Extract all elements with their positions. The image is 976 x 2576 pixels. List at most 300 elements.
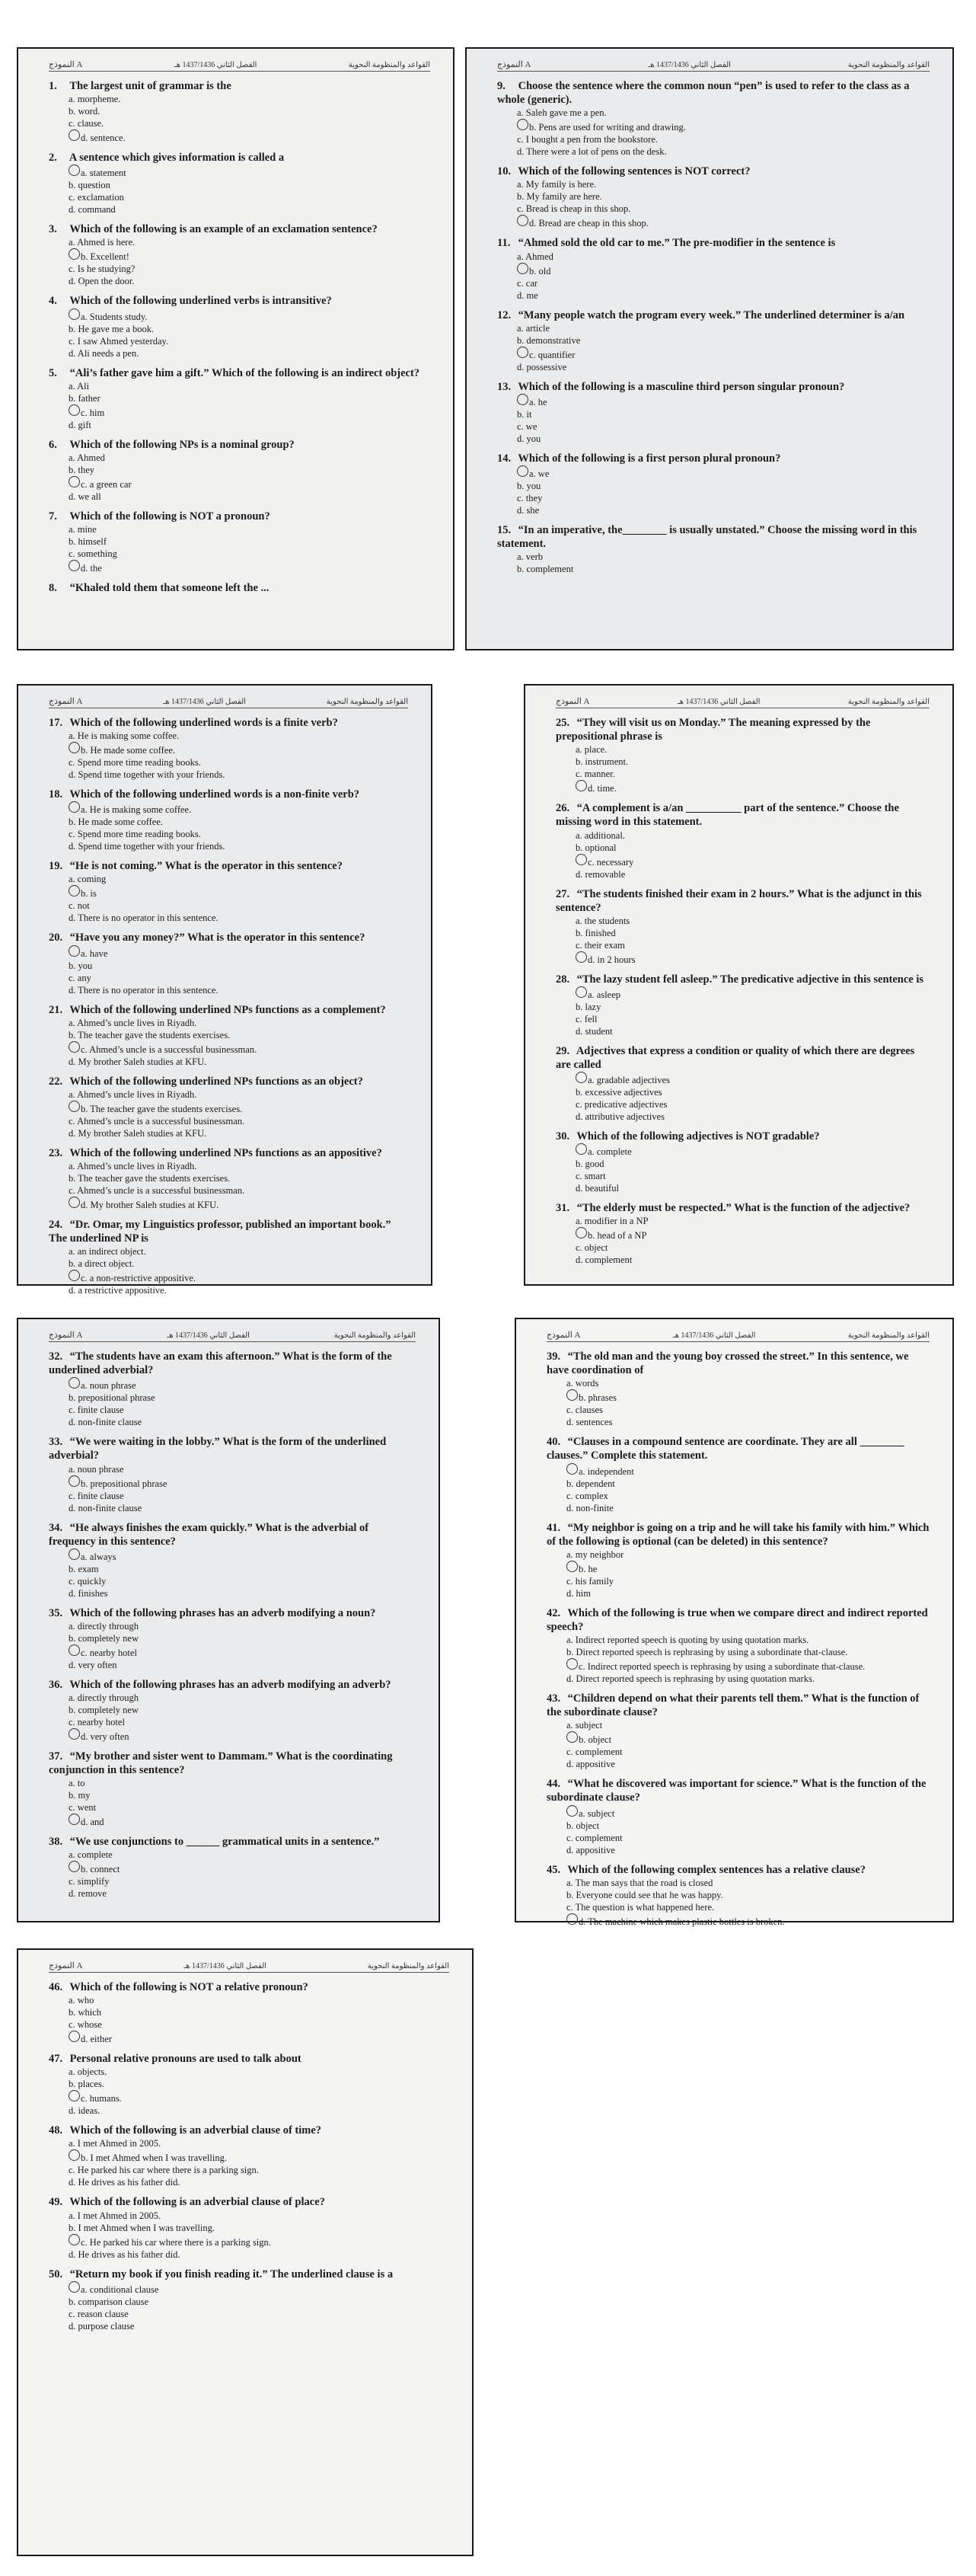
answer-option[interactable] xyxy=(49,1875,416,1887)
answer-option[interactable] xyxy=(49,548,430,560)
answer-option[interactable] xyxy=(49,491,430,503)
answer-option[interactable] xyxy=(49,93,430,105)
answer-option[interactable] xyxy=(49,419,430,431)
question-item xyxy=(49,438,430,503)
answer-option[interactable] xyxy=(49,1777,416,1789)
answer-option-selected[interactable] xyxy=(556,1143,930,1158)
answer-option[interactable] xyxy=(49,535,430,548)
answer-option[interactable] xyxy=(497,107,930,119)
answer-option-text: b. phrases xyxy=(579,1392,617,1404)
header-semester: الفصل الثاني 1437/1436 هـ xyxy=(163,698,246,706)
answer-option[interactable] xyxy=(49,1115,408,1127)
question-item xyxy=(497,452,930,516)
answer-option[interactable] xyxy=(49,1017,408,1029)
circled-answer-mark xyxy=(566,1463,578,1475)
question-item xyxy=(49,1350,416,1428)
question-text xyxy=(556,887,930,915)
answer-option[interactable] xyxy=(49,1716,416,1728)
answer-option[interactable] xyxy=(49,2222,449,2234)
answer-option-text: a. we xyxy=(529,468,550,479)
answer-option[interactable] xyxy=(497,492,930,504)
answer-option-selected[interactable] xyxy=(49,885,408,900)
answer-option-text: d. you xyxy=(517,433,541,444)
question-number: 29. xyxy=(556,1044,570,1057)
question-stem: “He is not coming.” What is the operator in this sentence? xyxy=(69,860,343,873)
answer-option[interactable] xyxy=(49,2105,449,2117)
question-item xyxy=(49,151,430,216)
page-header xyxy=(547,1330,930,1340)
answer-option-selected[interactable] xyxy=(556,854,930,868)
answer-option[interactable] xyxy=(49,1404,416,1416)
answer-option[interactable] xyxy=(49,335,430,347)
answer-option-selected[interactable] xyxy=(49,404,430,419)
answer-option[interactable] xyxy=(49,816,408,828)
question-stem: “Have you any money?” What is the operator in this sentence? xyxy=(69,932,365,944)
answer-option[interactable] xyxy=(49,2176,449,2188)
answer-option[interactable] xyxy=(49,1416,416,1428)
answer-option-selected[interactable] xyxy=(49,1377,416,1392)
header-rule xyxy=(497,71,930,72)
answer-option[interactable] xyxy=(547,1377,930,1389)
question-item xyxy=(49,1521,416,1600)
question-number: 2. xyxy=(49,152,57,165)
answer-option[interactable] xyxy=(49,380,430,392)
answer-option[interactable] xyxy=(49,1463,416,1475)
header-form-label: النموذج A xyxy=(497,60,531,69)
answer-option[interactable] xyxy=(556,939,930,951)
answer-option[interactable] xyxy=(547,1478,930,1490)
answer-option[interactable] xyxy=(547,1844,930,1856)
answer-option[interactable] xyxy=(49,1184,408,1197)
answer-option-text: b. prepositional phrase xyxy=(81,1478,167,1489)
answer-option-text: c. something xyxy=(69,548,117,559)
answer-option[interactable] xyxy=(49,236,430,248)
answer-option-selected[interactable] xyxy=(547,1913,930,1928)
answer-option-selected[interactable] xyxy=(547,1731,930,1746)
answer-option[interactable] xyxy=(49,1632,416,1644)
answer-option[interactable] xyxy=(497,408,930,420)
answer-option-selected[interactable] xyxy=(49,1475,416,1490)
circled-answer-mark xyxy=(69,1475,80,1487)
answer-option-text: a. coming xyxy=(69,874,107,885)
answer-option-text: a. He is making some coffee. xyxy=(81,804,192,816)
answer-option[interactable] xyxy=(556,868,930,881)
question-item xyxy=(49,1003,408,1068)
answer-option[interactable] xyxy=(49,1575,416,1587)
answer-option[interactable] xyxy=(556,829,930,842)
answer-option-selected[interactable] xyxy=(49,742,408,756)
answer-option[interactable] xyxy=(49,1160,408,1172)
answer-option[interactable] xyxy=(497,322,930,334)
answer-option-text: d. very often xyxy=(81,1731,129,1742)
answer-option[interactable] xyxy=(49,1849,416,1861)
answer-option[interactable] xyxy=(497,190,930,203)
answer-option[interactable] xyxy=(49,972,408,984)
answer-option[interactable] xyxy=(49,191,430,203)
answer-option[interactable] xyxy=(49,1258,408,1270)
answer-option[interactable] xyxy=(49,1127,408,1139)
answer-option[interactable] xyxy=(497,251,930,263)
answer-option-text: a. verb xyxy=(517,551,544,563)
answer-option-text: a. Ahmed’s uncle lives in Riyadh. xyxy=(69,1088,197,1100)
question-stem: “The elderly must be respected.” What is the function of the adjective? xyxy=(576,1202,911,1215)
answer-option-selected[interactable] xyxy=(49,1861,416,1875)
answer-option[interactable] xyxy=(49,756,408,769)
answer-option[interactable] xyxy=(49,769,408,781)
answer-option-selected[interactable] xyxy=(49,1101,408,1115)
answer-option[interactable] xyxy=(49,984,408,996)
answer-option[interactable] xyxy=(497,480,930,492)
answer-option[interactable] xyxy=(49,873,408,885)
answer-option[interactable] xyxy=(547,1416,930,1428)
answer-option-selected[interactable] xyxy=(49,2031,449,2045)
answer-option[interactable] xyxy=(547,1634,930,1646)
answer-option[interactable] xyxy=(49,912,408,924)
answer-option[interactable] xyxy=(49,2296,449,2308)
answer-option[interactable] xyxy=(49,1284,408,1296)
answer-option[interactable] xyxy=(497,203,930,215)
answer-option[interactable] xyxy=(49,1392,416,1404)
answer-option-selected[interactable] xyxy=(497,465,930,480)
question-item xyxy=(49,788,408,852)
answer-option-text: a. an indirect object. xyxy=(69,1246,146,1258)
question-number: 36. xyxy=(49,1678,63,1691)
answer-option[interactable] xyxy=(556,1254,930,1266)
answer-option-text: c. The question is what happened here. xyxy=(566,1901,715,1913)
answer-option[interactable] xyxy=(49,323,430,335)
answer-option-selected[interactable] xyxy=(49,308,430,323)
answer-option[interactable] xyxy=(547,1575,930,1587)
question-text xyxy=(497,236,930,250)
answer-option-selected[interactable] xyxy=(49,1814,416,1828)
answer-option-selected[interactable] xyxy=(556,1227,930,1242)
answer-option-selected[interactable] xyxy=(49,248,430,263)
answer-option[interactable] xyxy=(497,178,930,190)
question-text xyxy=(547,1777,930,1804)
answer-option[interactable] xyxy=(49,1620,416,1632)
answer-option[interactable] xyxy=(556,1158,930,1170)
answer-option[interactable] xyxy=(49,1056,408,1068)
answer-option[interactable] xyxy=(49,263,430,275)
answer-option[interactable] xyxy=(497,277,930,289)
answer-option[interactable] xyxy=(556,1086,930,1098)
question-stem: Adjectives that express a condition or quality of which there are degrees are called xyxy=(556,1044,915,1071)
answer-option-text: b. is xyxy=(81,888,97,900)
answer-option-selected[interactable] xyxy=(49,2281,449,2296)
question-text xyxy=(49,1606,416,1620)
answer-option[interactable] xyxy=(547,1490,930,1502)
question-text xyxy=(49,2268,449,2281)
answer-option[interactable] xyxy=(556,743,930,756)
answer-option-selected[interactable] xyxy=(49,1728,416,1743)
answer-option[interactable] xyxy=(556,1170,930,1182)
answer-option-selected[interactable] xyxy=(547,1561,930,1575)
circled-answer-mark xyxy=(69,1728,80,1740)
answer-option-text: d. Spend time together with your friends. xyxy=(69,841,225,852)
answer-option-text: a. directly through xyxy=(69,1692,139,1703)
answer-option-text: a. complete xyxy=(588,1146,632,1158)
answer-option[interactable] xyxy=(547,1820,930,1832)
answer-option-text: b. I met Ahmed when I was travelling. xyxy=(81,2153,227,2164)
answer-option-text: a. Saleh gave me a pen. xyxy=(517,107,607,119)
question-stem: “The students finished their exam in 2 hours.” What is the adjunct in this sentence? xyxy=(556,887,922,914)
answer-option[interactable] xyxy=(49,1245,408,1258)
answer-option-text: a. Ali xyxy=(69,380,90,392)
answer-option-selected[interactable] xyxy=(547,1658,930,1673)
question-number: 45. xyxy=(547,1863,561,1876)
question-stem: “Return my book if you finish reading it.” The underlined clause is a xyxy=(69,2268,394,2280)
answer-option[interactable] xyxy=(556,756,930,768)
answer-option[interactable] xyxy=(49,960,408,972)
answer-option-text: d. very often xyxy=(69,1659,117,1670)
answer-option-selected[interactable] xyxy=(547,1389,930,1404)
question-item xyxy=(49,2195,449,2260)
answer-option-text: d. Bread are cheap in this shop. xyxy=(529,218,649,229)
answer-option[interactable] xyxy=(49,1994,449,2006)
answer-option[interactable] xyxy=(49,2164,449,2176)
answer-option-selected[interactable] xyxy=(547,1463,930,1478)
answer-option-text: a. statement xyxy=(81,168,126,179)
answer-option[interactable] xyxy=(49,828,408,840)
answer-option[interactable] xyxy=(49,117,430,129)
answer-option-text: c. complement xyxy=(566,1747,623,1758)
answer-option-text: c. I saw Ahmed yesterday. xyxy=(69,335,169,347)
answer-option[interactable] xyxy=(49,1692,416,1704)
question-text xyxy=(49,788,408,801)
answer-option-selected[interactable] xyxy=(49,1197,408,1211)
circled-answer-mark xyxy=(69,2281,80,2293)
answer-option[interactable] xyxy=(497,420,930,433)
answer-option[interactable] xyxy=(556,927,930,939)
answer-option[interactable] xyxy=(49,2210,449,2222)
answer-option-text: c. not xyxy=(69,900,90,912)
question-item xyxy=(49,1606,416,1671)
question-number: 19. xyxy=(49,860,63,873)
answer-option-text: c. nearby hotel xyxy=(81,1647,137,1658)
question-number: 27. xyxy=(556,887,570,900)
question-stem: Which of the following underlined NPs functions as an object? xyxy=(69,1075,363,1088)
answer-option[interactable] xyxy=(49,1659,416,1671)
answer-option[interactable] xyxy=(556,1098,930,1111)
answer-option[interactable] xyxy=(49,1490,416,1502)
question-text xyxy=(49,510,430,523)
answer-option-text: d. and xyxy=(81,1817,104,1828)
answer-option-text: d. either xyxy=(81,2034,112,2045)
answer-option[interactable] xyxy=(547,1673,930,1685)
answer-option-text: b. My family are here. xyxy=(517,191,602,203)
question-text xyxy=(49,1003,408,1017)
question-stem: “Children depend on what their parents tell them.” What is the function of the subordinate clause? xyxy=(547,1692,920,1719)
answer-option[interactable] xyxy=(497,361,930,373)
answer-option-selected[interactable] xyxy=(49,129,430,144)
answer-option[interactable] xyxy=(556,1182,930,1194)
circled-answer-mark xyxy=(69,1101,80,1112)
circled-answer-mark xyxy=(576,986,587,998)
answer-option-text: a. gradable adjectives xyxy=(588,1075,670,1086)
answer-option-selected[interactable] xyxy=(49,2090,449,2105)
answer-option[interactable] xyxy=(49,275,430,287)
answer-option-selected[interactable] xyxy=(497,347,930,361)
answer-option[interactable] xyxy=(547,1832,930,1844)
answer-option-selected[interactable] xyxy=(49,1270,408,1284)
answer-option[interactable] xyxy=(49,1789,416,1801)
answer-option[interactable] xyxy=(49,523,430,535)
question-number: 17. xyxy=(49,717,63,729)
answer-option[interactable] xyxy=(49,392,430,404)
answer-option-selected[interactable] xyxy=(49,2149,449,2164)
answer-option[interactable] xyxy=(49,2308,449,2320)
answer-option[interactable] xyxy=(49,2018,449,2031)
answer-option-selected[interactable] xyxy=(49,560,430,574)
answer-option-selected[interactable] xyxy=(49,1644,416,1659)
answer-option[interactable] xyxy=(49,2248,449,2261)
circled-answer-mark xyxy=(69,165,80,176)
question-item xyxy=(547,1521,930,1600)
question-stem: “Clauses in a compound sentence are coordinate. They are all ________ clauses.” Complete this statement. xyxy=(547,1436,904,1462)
answer-option[interactable] xyxy=(547,1889,930,1901)
answer-option[interactable] xyxy=(497,289,930,302)
circled-answer-mark xyxy=(517,119,528,130)
answer-option[interactable] xyxy=(49,1704,416,1716)
answer-option[interactable] xyxy=(556,1013,930,1025)
answer-option[interactable] xyxy=(547,1746,930,1758)
answer-option[interactable] xyxy=(497,133,930,145)
answer-option-selected[interactable] xyxy=(497,394,930,408)
answer-option[interactable] xyxy=(497,145,930,158)
answer-option[interactable] xyxy=(547,1719,930,1731)
answer-option[interactable] xyxy=(49,2078,449,2090)
answer-option[interactable] xyxy=(49,203,430,216)
answer-option[interactable] xyxy=(556,768,930,780)
answer-option[interactable] xyxy=(49,1587,416,1600)
answer-option-text: a. conditional clause xyxy=(81,2284,159,2295)
question-item xyxy=(556,1130,930,1194)
answer-option-selected[interactable] xyxy=(497,215,930,229)
answer-option-text: d. the xyxy=(81,562,102,574)
answer-option[interactable] xyxy=(547,1587,930,1600)
answer-option[interactable] xyxy=(49,900,408,912)
header-form-label: النموذج A xyxy=(49,60,83,69)
question-stem: “He always finishes the exam quickly.” What is the adverbial of frequency in this sentence? xyxy=(49,1521,369,1548)
answer-option[interactable] xyxy=(49,452,430,464)
answer-option-selected[interactable] xyxy=(49,1041,408,1056)
answer-option[interactable] xyxy=(49,105,430,117)
answer-option[interactable] xyxy=(49,347,430,360)
answer-option-text: d. removable xyxy=(576,868,626,880)
answer-option-selected[interactable] xyxy=(49,945,408,960)
answer-option[interactable] xyxy=(556,1111,930,1123)
answer-option[interactable] xyxy=(49,2137,449,2149)
question-stem: Personal relative pronouns are used to talk about xyxy=(69,2053,301,2066)
answer-option-text: d. My brother Saleh studies at KFU. xyxy=(81,1199,219,1210)
answer-option[interactable] xyxy=(49,2066,449,2078)
circled-answer-mark xyxy=(566,1561,578,1572)
answer-option-text: b. my xyxy=(69,1790,91,1801)
circled-answer-mark xyxy=(566,1731,578,1743)
answer-option[interactable] xyxy=(49,1563,416,1575)
answer-option-selected[interactable] xyxy=(556,780,930,794)
answer-option[interactable] xyxy=(49,840,408,852)
answer-option[interactable] xyxy=(556,1242,930,1254)
circled-answer-mark xyxy=(69,1197,80,1208)
answer-option[interactable] xyxy=(556,842,930,854)
answer-option-text: d. gift xyxy=(69,419,91,430)
question-item xyxy=(547,1777,930,1855)
question-item xyxy=(49,716,408,781)
answer-option[interactable] xyxy=(49,1887,416,1900)
answer-option[interactable] xyxy=(547,1877,930,1889)
answer-option-selected[interactable] xyxy=(49,476,430,491)
answer-option[interactable] xyxy=(497,551,930,563)
answer-option[interactable] xyxy=(547,1758,930,1770)
answer-option[interactable] xyxy=(547,1404,930,1416)
answer-option[interactable] xyxy=(49,464,430,476)
answer-option[interactable] xyxy=(49,1502,416,1514)
answer-option-text: d. beautiful xyxy=(576,1183,619,1194)
answer-option[interactable] xyxy=(497,433,930,445)
answer-option-selected[interactable] xyxy=(547,1805,930,1820)
answer-option-text: d. ideas. xyxy=(69,2105,100,2117)
answer-option[interactable] xyxy=(556,1215,930,1227)
answer-option[interactable] xyxy=(556,1001,930,1013)
answer-option-text: d. student xyxy=(576,1025,613,1037)
circled-answer-mark xyxy=(517,263,528,274)
answer-option-selected[interactable] xyxy=(49,2234,449,2248)
answer-option[interactable] xyxy=(49,1172,408,1184)
header-course-title: القواعد والمنظومة النحوية xyxy=(847,698,930,706)
answer-option-text: a. he xyxy=(529,396,547,407)
question-text xyxy=(49,151,430,165)
answer-option[interactable] xyxy=(49,179,430,191)
question-stem: Which of the following underlined words is a non-finite verb? xyxy=(69,788,360,801)
answer-option-selected[interactable] xyxy=(497,119,930,133)
header-semester: الفصل الثاني 1437/1436 هـ xyxy=(183,1962,266,1970)
answer-option-selected[interactable] xyxy=(49,801,408,816)
circled-answer-mark xyxy=(566,1805,578,1817)
answer-option[interactable] xyxy=(497,504,930,516)
answer-option[interactable] xyxy=(547,1548,930,1561)
answer-option[interactable] xyxy=(49,1029,408,1041)
answer-option[interactable] xyxy=(497,563,930,575)
answer-option-selected[interactable] xyxy=(49,165,430,179)
answer-option[interactable] xyxy=(556,1025,930,1037)
answer-option[interactable] xyxy=(49,1801,416,1814)
answer-option-text: a. Ahmed xyxy=(69,452,105,463)
answer-option-text: d. him xyxy=(566,1587,591,1599)
answer-option-selected[interactable] xyxy=(556,951,930,966)
answer-option[interactable] xyxy=(49,1088,408,1101)
answer-option-selected[interactable] xyxy=(556,986,930,1001)
question-text xyxy=(497,452,930,465)
answer-option[interactable] xyxy=(547,1502,930,1514)
answer-option-text: a. I met Ahmed in 2005. xyxy=(69,2138,161,2149)
answer-option-selected[interactable] xyxy=(497,263,930,277)
answer-option[interactable] xyxy=(556,915,930,927)
header-course-title: القواعد والمنظومة النحوية xyxy=(367,1962,449,1970)
answer-option[interactable] xyxy=(547,1646,930,1658)
answer-option[interactable] xyxy=(49,2006,449,2018)
answer-option-selected[interactable] xyxy=(556,1072,930,1086)
question-number: 5. xyxy=(49,366,57,379)
answer-option[interactable] xyxy=(497,334,930,347)
answer-option[interactable] xyxy=(547,1901,930,1913)
answer-option[interactable] xyxy=(49,730,408,742)
question-text xyxy=(547,1350,930,1377)
question-number: 38. xyxy=(49,1836,63,1849)
question-item xyxy=(49,1146,408,1211)
answer-option[interactable] xyxy=(49,2320,449,2332)
answer-option-selected[interactable] xyxy=(49,1548,416,1563)
